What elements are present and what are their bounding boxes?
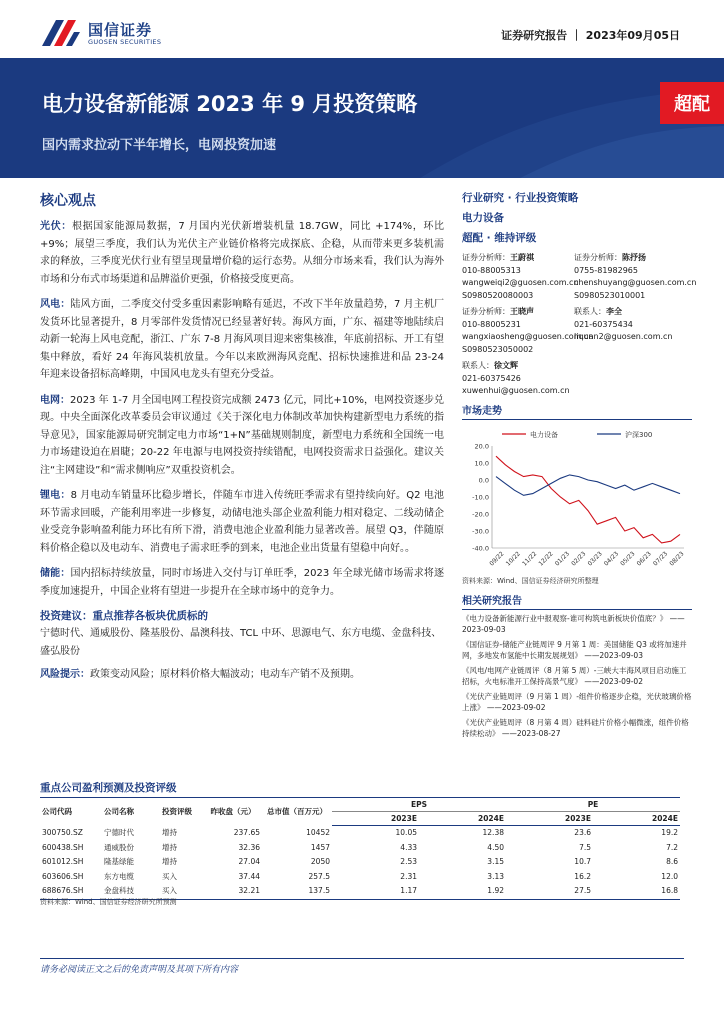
th-eps-2023: 2023E: [332, 812, 419, 826]
cell-name: 金盘科技: [102, 884, 160, 899]
paragraph-text: 8 月电动车销量环比稳步增长，伴随车市进入传统旺季需求有望持续向好。Q2 电池环节需求回暖，产能利用率进一步修复，动储电池头部企业盈利能力相对稳定、二线动储企业受竞争影响盈利能力环比有所下滑，消费电池企业盈利能力显著改善。展望 Q3，伴随原料价格企稳以及电动车、消费电子需求旺季的到来，电池企业出货量有望稳中向好。。: [40, 490, 445, 554]
related-report-item[interactable]: [462, 639, 692, 662]
analyst-card: [574, 306, 686, 356]
related-report-title: 《光伏产业链周评（8 月第 4 周）硅料硅片价格小幅微涨，组件价格持续松动》: [462, 717, 689, 738]
cell-name: 宁德时代: [104, 827, 134, 837]
related-report-title: 《电力设备新能源行业中报观察-谁可构筑电新板块价值底？》: [462, 613, 668, 623]
analyst-name: 李全: [606, 307, 622, 316]
core-paragraph: [40, 565, 444, 600]
related-report-item[interactable]: [462, 665, 692, 688]
cell-pe1: 27.5: [506, 884, 593, 899]
analyst-cert: S0980523050002: [462, 344, 534, 354]
analyst-phone: 0755-81982965: [574, 265, 638, 275]
y-tick-label: -20.0: [472, 510, 489, 518]
related-report-title: 《风电/电网产业链周评（8 月第 5 周）-三峡大丰海风项目启动施工招标，火电标准开工保持高景气度》: [462, 665, 687, 686]
analyst-email[interactable]: wangxiaosheng@guosen.com.cn: [462, 332, 594, 341]
cell-close: 37.44: [238, 871, 260, 881]
cell-code: 688676.SH: [40, 884, 102, 899]
paragraph-label: 储能：: [40, 568, 71, 579]
th-eps: EPS: [332, 798, 506, 812]
core-paragraphs: [40, 218, 444, 600]
cell-eps2: 12.38: [482, 828, 504, 837]
y-tick-label: -30.0: [472, 527, 489, 535]
market-chart: [462, 424, 692, 574]
analyst-name: 王蔚祺: [510, 253, 534, 262]
th-pe-2024: 2024E: [593, 812, 680, 826]
x-tick-label: 01/23: [553, 549, 571, 568]
x-tick-label: 10/22: [504, 549, 522, 568]
invest-title: 投资建议：重点推荐各板块优质标的: [40, 610, 208, 622]
th-pe: PE: [506, 798, 680, 812]
cell-eps2: 4.50: [487, 842, 504, 852]
contact-second: [462, 360, 692, 398]
cell-rating: 买入: [162, 871, 177, 881]
related-report-title: 《光伏产业链周评（9 月第 1 周）-组件价格逐步企稳，光伏玻璃价格上涨》: [462, 691, 692, 712]
title-banner: [0, 58, 724, 178]
paragraph-text: 陆风方面，二季度交付受多重因素影响略有延迟，不改下半年放量趋势，7 月主机厂发货环比显著提升，8 月零部件发货情况已经显著好转。海风方面，广东、福建等地陆续启动新一轮海上风电竞配，浙江、广东 7-8 月海风项目迎来密集核准，年底前招标、开工有望集中释放，看好 24 年海风装机放量。今年以来欧洲海风竞配、招标快速推进和品 23-24 年迎来设备招标高峰期，中国风电龙头有望充分受益。: [40, 299, 444, 380]
analyst-role: 证券分析师：: [574, 253, 622, 262]
risk-paragraph: [40, 666, 444, 684]
analyst-card: [462, 252, 579, 302]
cell-mcap: 257.5: [308, 871, 330, 881]
cell-pe2: 19.2: [661, 828, 678, 837]
analyst-cert: S0980523010001: [574, 290, 646, 300]
market-chart-svg: [462, 424, 692, 574]
analyst-name: 陈抒扬: [622, 253, 646, 262]
table-row: [40, 841, 680, 856]
contact-email[interactable]: xuwenhui@guosen.com.cn: [462, 386, 570, 395]
th-pe-2023: 2023E: [506, 812, 593, 826]
cell-eps1: 2.31: [400, 871, 417, 881]
x-tick-label: 12/22: [537, 549, 555, 568]
table-row: [40, 855, 680, 870]
cell-eps1: 2.53: [400, 857, 417, 866]
cell-pe2: 7.2: [666, 842, 678, 852]
paragraph-label: 锂电：: [40, 490, 71, 501]
core-paragraph: [40, 392, 444, 480]
report-category: 行业研究 · 行业投资策略: [462, 192, 579, 204]
cell-rating: 增持: [162, 842, 177, 852]
cell-pe1: 10.7: [574, 857, 591, 866]
sidebar: [462, 190, 697, 740]
top-bar: [0, 0, 724, 58]
paragraph-label: 光伏：: [40, 221, 72, 232]
cell-code: 300750.SZ: [42, 827, 83, 837]
cell-pe1: 23.6: [574, 828, 591, 837]
cell-eps1: 4.33: [400, 842, 417, 852]
x-tick-label: 04/23: [602, 549, 621, 568]
related-report-date: ——2023-09-02: [584, 677, 643, 686]
related-report-item[interactable]: [462, 613, 692, 636]
analyst-card: [574, 252, 697, 302]
analyst-list: [462, 252, 697, 360]
related-list: [462, 613, 692, 740]
paragraph-text: 国内招标持续放量，同时市场进入交付与订单旺季，2023 年全球光储市场需求将逐季度加速提升，中国企业将有望进一步提升在全球市场中的竞争力。: [40, 568, 444, 597]
core-paragraph: [40, 487, 444, 557]
y-tick-label: -10.0: [472, 493, 489, 501]
report-type-date: 证券研究报告 ｜ 2023年09月05日: [501, 29, 680, 42]
invest-stocks: 宁德时代、通威股份、隆基股份、晶澳科技、TCL 中环、思源电气、东方电缆、金盘科技、盛弘股份: [40, 628, 442, 657]
related-report-date: ——2023-09-03: [462, 613, 685, 634]
table-row: [40, 870, 680, 885]
y-tick-label: 10.0: [474, 459, 489, 467]
banner-decoration: [0, 58, 724, 178]
x-tick-label: 07/23: [651, 549, 670, 568]
cell-code: 601012.SH: [42, 857, 84, 866]
footer-line: [40, 958, 684, 959]
cell-rating: 增持: [162, 827, 177, 837]
x-tick-label: 11/22: [521, 549, 539, 568]
cell-name: 隆基绿能: [104, 857, 134, 866]
analyst-cert: S0980520080003: [462, 290, 534, 300]
contact-role: 联系人：: [462, 361, 494, 370]
risk-text: 政策变动风险；原材料价格大幅波动；电动车产销不及预期。: [90, 669, 360, 680]
analyst-email[interactable]: liquan2@guosen.com.cn: [574, 332, 673, 341]
cell-close: 27.04: [238, 857, 260, 866]
analyst-role: 联系人：: [574, 307, 606, 316]
analyst-email[interactable]: chenshuyang@guosen.com.cn: [574, 278, 697, 287]
cell-eps1: 1.17: [332, 884, 419, 899]
company-logo: [40, 16, 200, 50]
cell-eps2: 1.92: [419, 884, 506, 899]
cell-eps2: 3.13: [487, 871, 504, 881]
cell-pe1: 16.2: [574, 871, 591, 881]
paragraph-label: 风电：: [40, 299, 71, 310]
series-line: [496, 456, 680, 543]
table-body: [40, 826, 680, 900]
x-tick-label: 03/23: [586, 549, 604, 568]
cell-pe2: 8.6: [666, 857, 678, 866]
analyst-role: 证券分析师：: [462, 307, 510, 316]
th-rating: 投资评级: [160, 798, 204, 826]
logo-name: 国信证券: [88, 21, 153, 39]
cell-pe1: 7.5: [579, 842, 591, 852]
logo-icon: [40, 16, 84, 50]
cell-close: 32.36: [238, 842, 260, 852]
cell-code: 603606.SH: [42, 871, 84, 881]
analyst-phone: 010-88005313: [462, 265, 521, 275]
cell-eps2: 3.15: [487, 857, 504, 866]
x-tick-label: 09/22: [488, 549, 506, 568]
x-tick-label: 08/23: [668, 549, 686, 568]
y-tick-label: 0.0: [478, 476, 489, 484]
cell-name: 东方电缆: [104, 871, 134, 881]
cell-eps1: 10.05: [395, 828, 417, 837]
analyst-name: 王晓声: [510, 307, 534, 316]
report-title: 电力设备新能源 2023 年 9 月投资策略: [42, 92, 418, 116]
analyst-role: 证券分析师：: [462, 253, 510, 262]
core-paragraph: [40, 296, 444, 384]
related-report-item[interactable]: [462, 717, 692, 740]
industry-rating: 超配 · 维持评级: [462, 232, 537, 244]
chart-source: 资料来源：Wind、国信证券经济研究所整理: [462, 576, 599, 585]
logo-en: GUOSEN SECURITIES: [88, 38, 162, 46]
core-paragraph: [40, 218, 444, 288]
rating-tag: 超配: [660, 82, 724, 124]
related-title: 相关研究报告: [462, 592, 692, 610]
th-mcap: 总市值（百万元）: [262, 798, 332, 826]
x-tick-label: 02/23: [570, 549, 588, 568]
table-title: 重点公司盈利预测及投资评级: [40, 782, 177, 794]
cell-name: 通威股份: [104, 842, 134, 852]
cell-rating: 买入: [160, 884, 204, 899]
report-subtitle: 国内需求拉动下半年增长，电网投资加速: [42, 138, 277, 153]
forecast-table: [40, 797, 680, 900]
x-tick-label: 06/23: [635, 549, 653, 568]
related-report-date: ——2023-09-03: [584, 651, 643, 660]
x-tick-label: 05/23: [619, 549, 637, 568]
analyst-email[interactable]: wangweiqi2@guosen.com.cn: [462, 278, 579, 287]
related-report-item[interactable]: [462, 691, 692, 714]
table-source: 资料来源：Wind、国信证券经济研究所预测: [40, 898, 177, 906]
industry-name: 电力设备: [462, 212, 504, 224]
cell-rating: 增持: [162, 857, 177, 866]
table-row: [40, 826, 680, 841]
contact-name: 徐文辉: [494, 361, 518, 370]
y-tick-label: -40.0: [472, 544, 489, 552]
cell-pe2: 12.0: [661, 871, 678, 881]
analyst-phone: 021-60375434: [574, 319, 633, 329]
cell-close: 237.65: [233, 827, 260, 837]
analyst-phone: 010-88005231: [462, 319, 521, 329]
paragraph-text: 根据国家能源局数据，7 月国内光伏新增装机量 18.7GW，同比 +174%，环比+9%；展望三季度，我们认为光伏主产业链价格将完成探底、企稳，从而带来更多装机需求的释放，三季度光伏行业有望呈现量增价稳的运行态势。从细分市场来看，我们认为海外市场和分布式市场渠道和品牌溢价更强，价格接受度更高。: [40, 221, 444, 285]
risk-label: 风险提示：: [40, 669, 90, 680]
contact-phone: 021-60375426: [462, 373, 521, 383]
paragraph-text: 2023 年 1-7 月全国电网工程投资完成额 2473 亿元，同比+10%，电网投资逐步兑现。中央全面深化改革委员会审议通过《关于深化电力体制改革加快构建新型电力系统的指导意见》，国家能源局研究制定电力市场“1+N”基础规则制度，新型电力系统和全国统一电力市场建设迫在眉睫；20-22 年电源与电网投资持续错配，电网投资需求日益强化。建议关注“主网建设”和“需求侧响应”双重投资机会。: [40, 394, 445, 476]
cell-pe2: 16.8: [593, 884, 680, 899]
footer-disclaimer: 请务必阅读正文之后的免责声明及其项下所有内容: [40, 965, 239, 975]
cell-mcap: 2050: [310, 857, 330, 866]
th-code: 公司代码: [40, 798, 102, 826]
th-close: 昨收盘（元）: [204, 798, 262, 826]
th-name: 公司名称: [102, 798, 160, 826]
cell-code: 600438.SH: [42, 842, 84, 852]
series-line: [496, 474, 680, 494]
cell-mcap: 10452: [306, 827, 330, 837]
legend-label: 沪深300: [625, 430, 653, 439]
cell-mcap: 1457: [310, 842, 330, 852]
legend-label: 电力设备: [530, 430, 558, 439]
related-report-title: 《国信证券-储能产业链周评 9 月第 1 周：美国储能 Q3 或将加速并网，多地发布氢能中长期发展规划》: [462, 639, 687, 660]
paragraph-label: 电网：: [40, 394, 71, 406]
cell-mcap: 137.5: [262, 884, 332, 899]
core-views: [40, 190, 444, 692]
th-eps-2024: 2024E: [419, 812, 506, 826]
y-tick-label: 20.0: [474, 442, 489, 450]
core-title: 核心观点: [40, 193, 96, 209]
cell-close: 32.21: [204, 884, 262, 899]
market-title: 市场走势: [462, 402, 692, 420]
related-report-date: ——2023-08-27: [501, 729, 561, 738]
related-report-date: ——2023-09-02: [486, 703, 546, 712]
